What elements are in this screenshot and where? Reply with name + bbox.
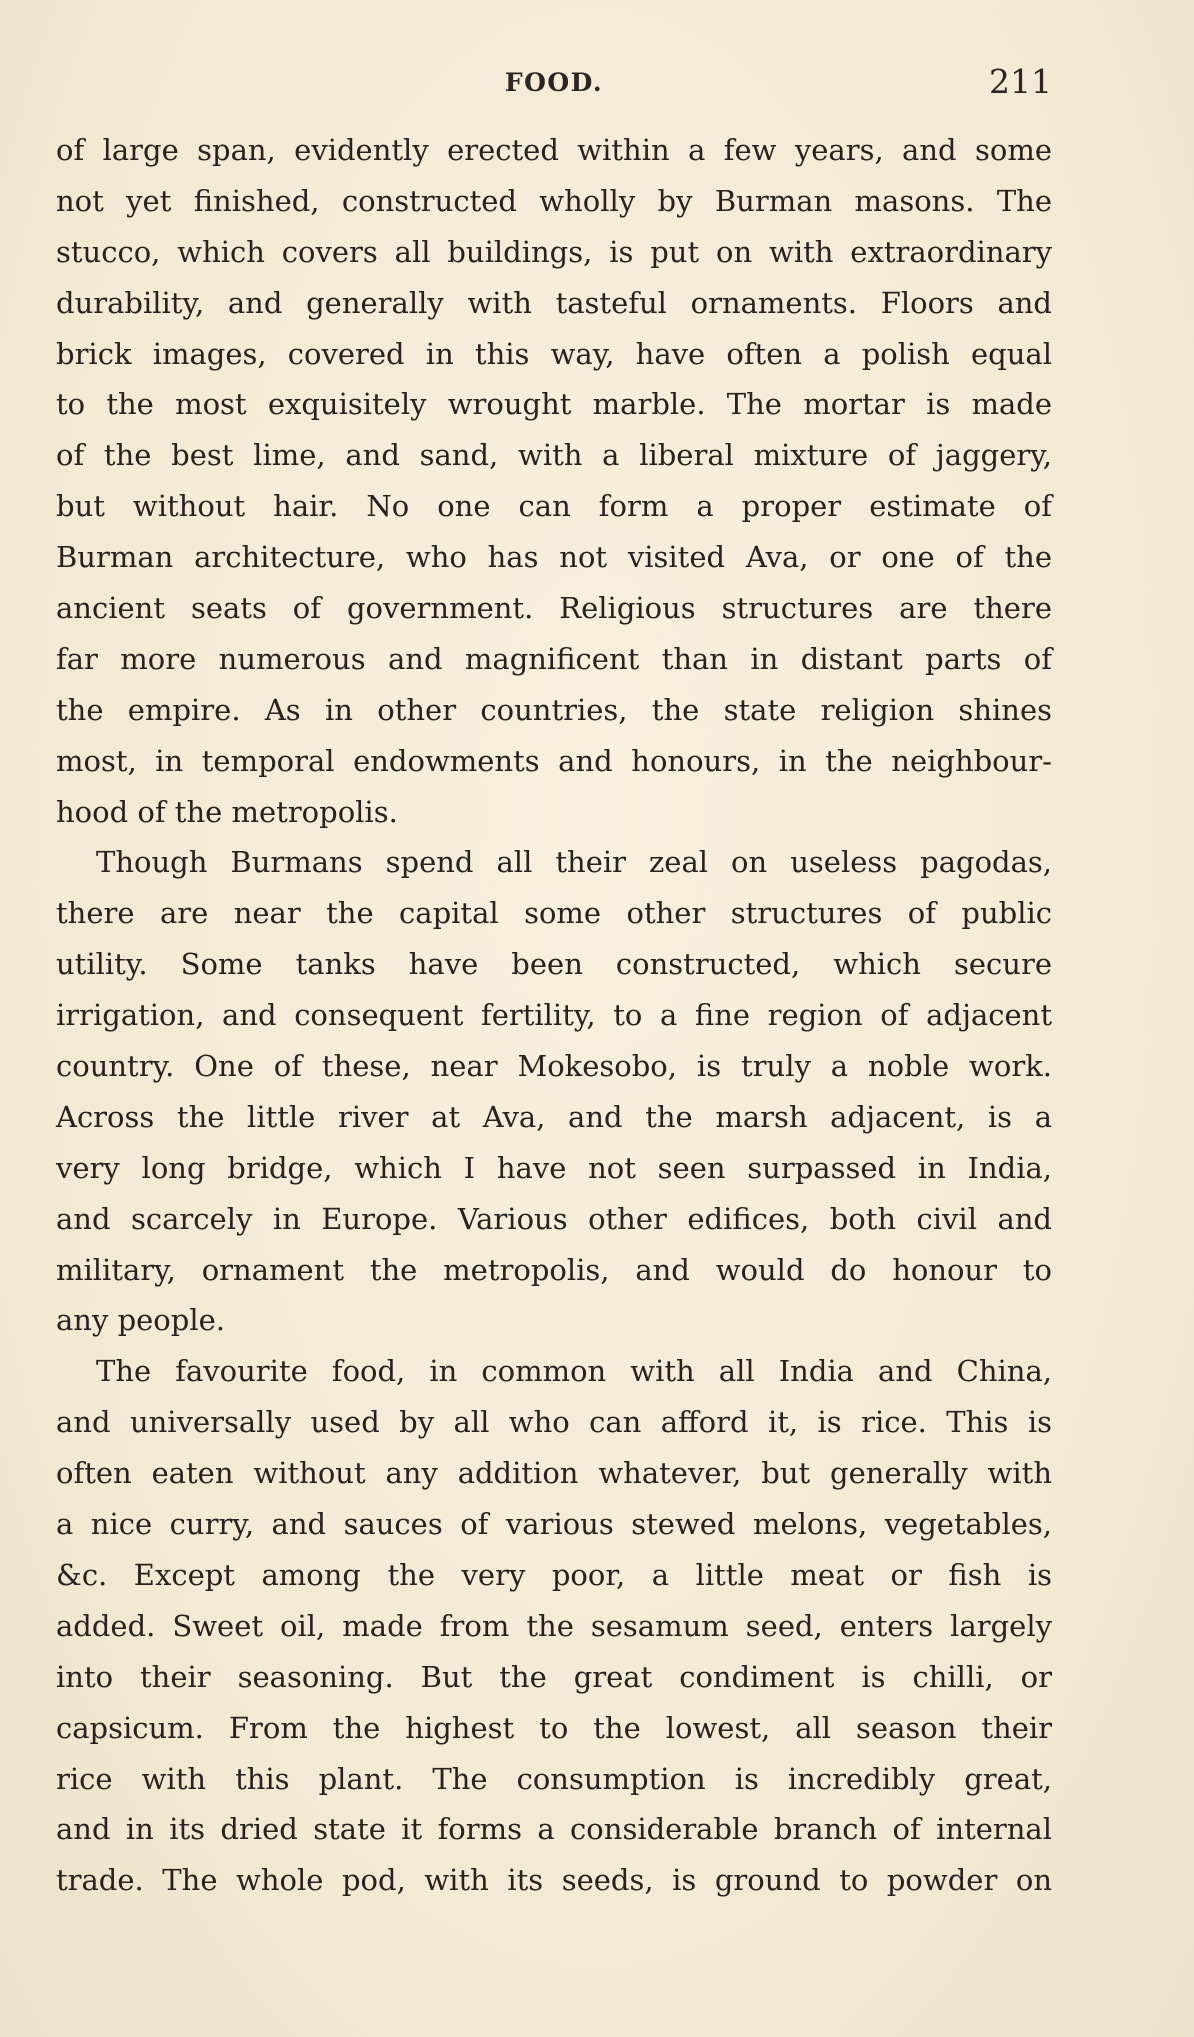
text-line: and scarcely in Europe. Various other edifices, both civil and (56, 1201, 1052, 1236)
text-line: Though Burmans spend all their zeal on useless pagodas, (96, 845, 1052, 880)
text-line: durability, and generally with tasteful ornaments. Floors and (56, 285, 1052, 320)
running-head: FOOD. (504, 68, 604, 97)
text-line: irrigation, and consequent fertility, to a fine region of adjacent (56, 998, 1052, 1033)
text-line: hood of the metropolis. (56, 794, 398, 829)
text-line: brick images, covered in this way, have often a polish equal (56, 336, 1052, 371)
text-line: there are near the capital some other structures of public (56, 896, 1052, 931)
text-line: often eaten without any addition whatever, but generally with (56, 1456, 1052, 1491)
text-line: Burman architecture, who has not visited Ava, or one of the (56, 540, 1052, 575)
text-line: to the most exquisitely wrought marble. The mortar is made (56, 387, 1052, 422)
text-line: most, in temporal endowments and honours, in the neighbour- (56, 743, 1052, 778)
text-line: of large span, evidently erected within a few years, and some (56, 133, 1052, 167)
paragraph-food (56, 1346, 1052, 1906)
text-line: capsicum. From the highest to the lowest, all season their (56, 1710, 1052, 1745)
text-line: Across the little river at Ava, and the marsh adjacent, is a (56, 1099, 1052, 1134)
text-line: far more numerous and magnificent than in distant parts of (56, 641, 1052, 676)
page-header (56, 62, 1052, 110)
paragraph-architecture (56, 125, 1052, 837)
text-line: utility. Some tanks have been constructed, which secure (56, 947, 1052, 982)
text-line: trade. The whole pod, with its seeds, is ground to powder on (56, 1863, 1052, 1898)
page-number: 211 (989, 62, 1052, 101)
text-line: into their seasoning. But the great condiment is chilli, or (56, 1659, 1052, 1694)
text-line: military, ornament the metropolis, and would do honour to (56, 1252, 1052, 1287)
text-line: and in its dried state it forms a considerable branch of internal (56, 1812, 1052, 1847)
text-line: ancient seats of government. Religious structures are there (56, 591, 1052, 626)
paragraph-public-works (56, 837, 1052, 1346)
text-line: The favourite food, in common with all India and China, (96, 1354, 1052, 1389)
text-line: and universally used by all who can afford it, is rice. This is (56, 1405, 1052, 1440)
text-line: not yet finished, constructed wholly by Burman masons. The (56, 183, 1052, 218)
text-line: of the best lime, and sand, with a liberal mixture of jaggery, (56, 438, 1052, 473)
text-line: country. One of these, near Mokesobo, is truly a noble work. (56, 1049, 1052, 1084)
text-line: stucco, which covers all buildings, is put on with extraordinary (56, 234, 1052, 269)
text-line: &c. Except among the very poor, a little meat or fish is (56, 1557, 1052, 1592)
body-text (56, 125, 1052, 1906)
text-line: very long bridge, which I have not seen surpassed in India, (56, 1150, 1052, 1185)
text-line: a nice curry, and sauces of various stewed melons, vegetables, (56, 1507, 1052, 1542)
text-line: rice with this plant. The consumption is incredibly great, (56, 1761, 1052, 1796)
text-line: but without hair. No one can form a proper estimate of (56, 489, 1052, 524)
text-line: the empire. As in other countries, the state religion shines (56, 692, 1052, 727)
text-line: any people. (56, 1303, 225, 1338)
text-line: added. Sweet oil, made from the sesamum seed, enters largely (56, 1608, 1052, 1643)
